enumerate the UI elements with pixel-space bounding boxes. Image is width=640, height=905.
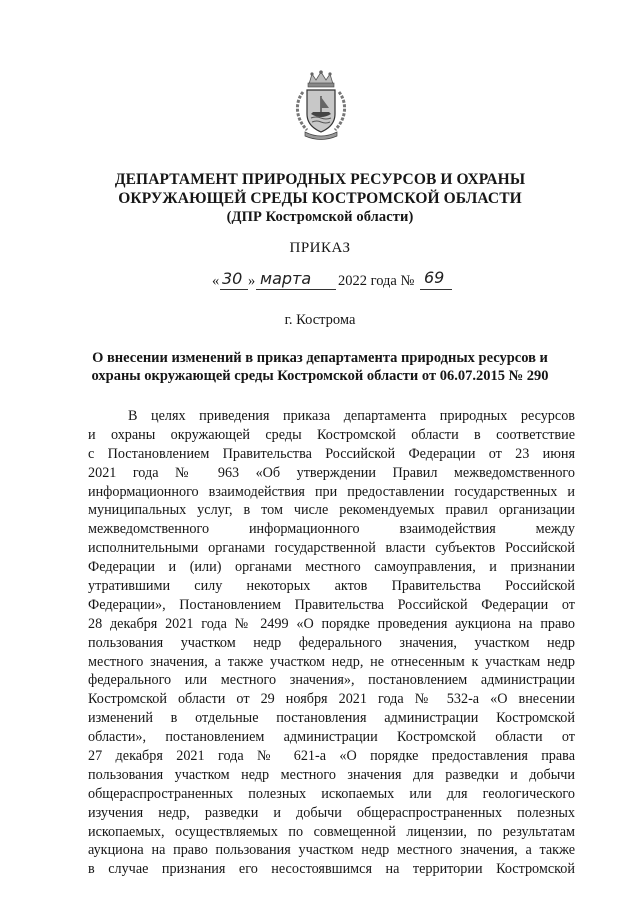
body-line: исполнительными органами государственной власти субъектов Российской — [88, 540, 575, 557]
order-subject-line-2: охраны окружающей среды Костромской области от 06.07.2015 № 290 — [91, 368, 549, 384]
order-date-number-line — [212, 268, 472, 295]
body-line: в случае признания его несостоявшимся на территории Костромской — [88, 861, 575, 878]
department-name-line-2: ОКРУЖАЮЩЕЙ СРЕДЫ КОСТРОМСКОЙ ОБЛАСТИ — [118, 190, 522, 207]
body-line: 27 декабря 2021 года № 621-а «О порядке предоставления права — [88, 748, 575, 765]
day-underline — [220, 289, 248, 290]
open-quote: « — [212, 273, 220, 289]
body-line: пользования участком недр федерального значения, участком недр — [88, 634, 575, 651]
body-line: изменений в отдельные постановления администрации Костромской — [88, 710, 575, 727]
body-line: Костромской области от 29 ноября 2021 года № 532-а «О внесении — [88, 691, 575, 708]
body-line: ископаемых, осуществляемых по совмещенной лицензии, по результатам — [88, 823, 575, 840]
order-body — [88, 407, 575, 879]
month-underline — [256, 289, 336, 290]
body-line: области», постановлением администрации Костромской области от — [88, 729, 575, 746]
body-line: аукциона на право пользования участком недр местного значения, а также — [88, 842, 575, 859]
body-line: пользования участком недр местного значения для разведки и добычи — [88, 766, 575, 783]
order-city: г. Кострома — [284, 312, 356, 328]
body-line: информационного взаимодействия при предоставлении государственных и — [88, 483, 575, 500]
body-line: и охраны окружающей среды Костромской области в соответствие — [88, 426, 575, 443]
order-month: марта — [260, 269, 312, 288]
department-name-line-1: ДЕПАРТАМЕНТ ПРИРОДНЫХ РЕСУРСОВ И ОХРАНЫ — [114, 171, 526, 188]
order-subject-line-1: О внесении изменений в приказ департамента природных ресурсов и — [92, 350, 548, 366]
body-line: Федерации», Постановлением Правительства Российской Федерации от — [88, 596, 575, 613]
body-line: 2021 года № 963 «Об утверждении Правил межведомственного — [88, 464, 575, 481]
order-year-label: 2022 года № — [338, 273, 415, 289]
number-underline — [420, 289, 452, 290]
body-line: муниципальных услуг, в том числе рекомендуемых правил организации — [88, 502, 575, 519]
body-line: 28 декабря 2021 года № 2499 «О порядке проведения аукциона на право — [88, 615, 575, 632]
body-line: изучения недр, разведки и добычи общераспространенных полезных — [88, 804, 575, 821]
close-quote: » — [248, 273, 256, 289]
coat-of-arms-emblem — [293, 70, 349, 142]
body-line: местного значения, а также участком недр, не отнесенным к участкам недр — [88, 653, 575, 670]
order-title: ПРИКАЗ — [289, 240, 351, 256]
body-line: общераспространенных полезных ископаемых или для геологического — [88, 785, 575, 802]
order-number: 69 — [424, 268, 445, 287]
body-line: межведомственного информационного взаимодействия между — [88, 521, 575, 538]
department-short-name: (ДПР Костромской области) — [226, 209, 414, 225]
body-line: утратившими силу некоторых актов Правительства Российской — [88, 578, 575, 595]
body-line: федерального или местного значения», постановлением администрации — [88, 672, 575, 689]
order-day: 30 — [222, 269, 243, 288]
body-line: В целях приведения приказа департамента природных ресурсов — [128, 408, 575, 424]
body-line: Федерации и (или) органами местного самоуправления, и признании — [88, 559, 575, 576]
body-line: с Постановлением Правительства Российской Федерации от 23 июня — [88, 445, 575, 462]
